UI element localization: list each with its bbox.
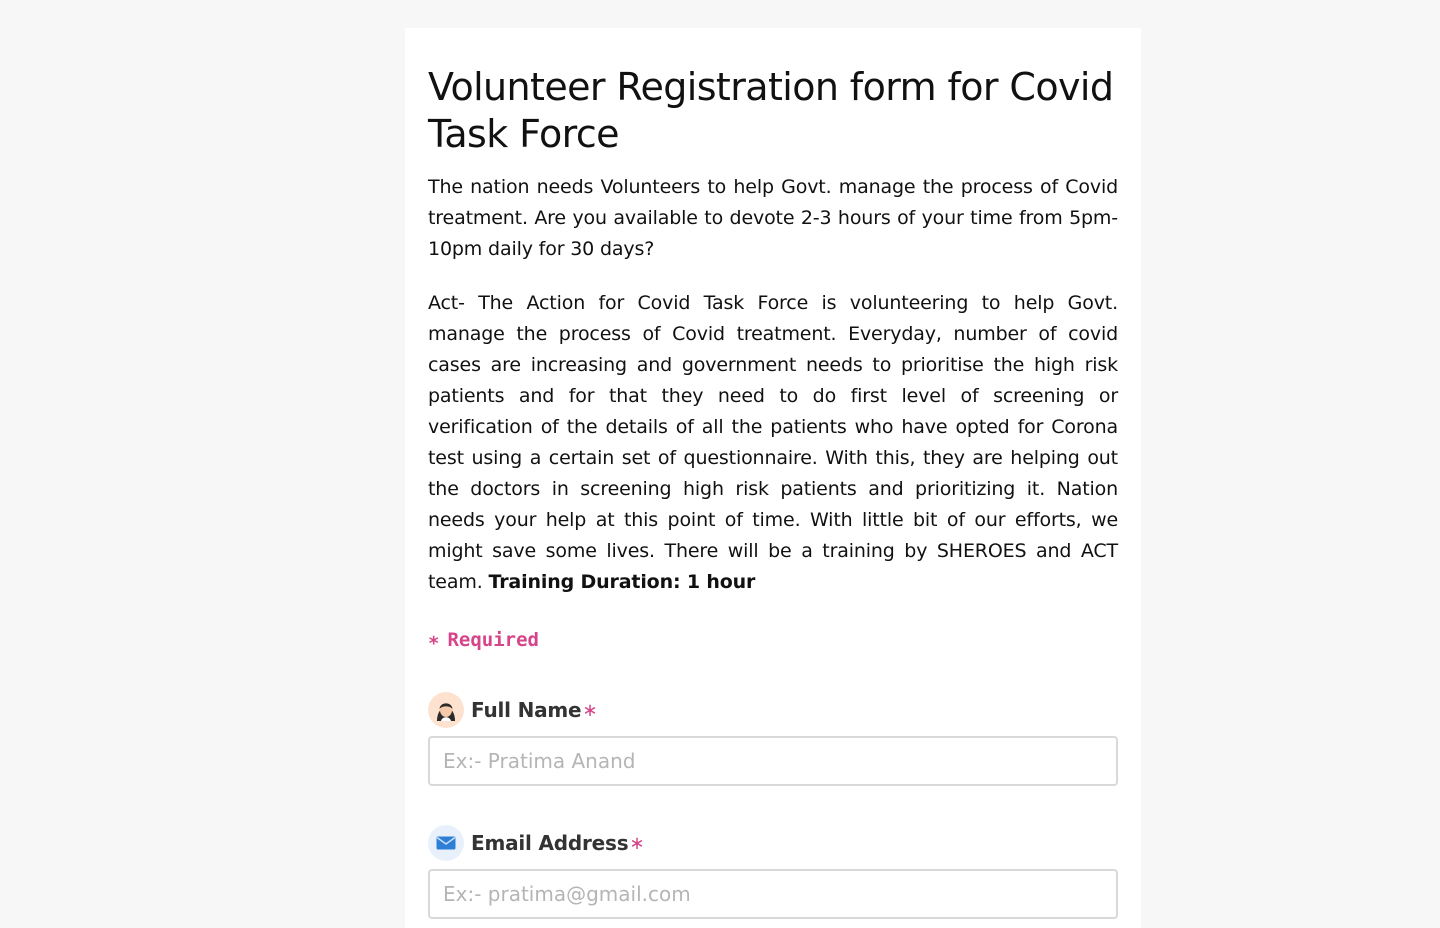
email-label-row xyxy=(428,824,1118,862)
full-name-field xyxy=(428,691,1118,786)
woman-avatar-icon xyxy=(428,692,464,728)
email-field xyxy=(428,824,1118,919)
form-title: Volunteer Registration form for Covid Task Force xyxy=(428,65,1114,156)
email-label: Email Address xyxy=(471,831,629,855)
full-name-input[interactable] xyxy=(428,736,1118,786)
required-note xyxy=(428,629,1118,651)
form-description xyxy=(428,288,1118,598)
form-intro: The nation needs Volunteers to help Govt. manage the process of Covid treatment. Are you available to devote 2-3 hours of your time from 5pm-10pm daily for 30 days? xyxy=(428,176,1118,260)
required-star: ∗ xyxy=(428,629,440,651)
description-text: Act- The Action for Covid Task Force is volunteering to help Govt. manage the process of Covid treatment. Everyday, number of covid cases are increasing and government needs to prioritise the high risk patients and for that they need to do first level of screening or verification of the details of all the patients who have opted for Corona test using a certain set of questionnaire. With this, they are helping out the doctors in screening high risk patients and prioritizing it. Nation needs your help at this point of time. With little bit of our efforts, we might save some lives. There will be a training by SHEROES and ACT team. xyxy=(428,292,1118,593)
email-required-star: ∗ xyxy=(629,832,645,854)
full-name-label: Full Name xyxy=(471,698,582,722)
envelope-icon xyxy=(428,825,464,861)
required-label: Required xyxy=(447,629,539,651)
full-name-required-star: ∗ xyxy=(582,699,598,721)
form-card xyxy=(405,28,1141,928)
full-name-label-row xyxy=(428,691,1118,729)
email-input[interactable] xyxy=(428,869,1118,919)
training-duration: Training Duration: 1 hour xyxy=(488,571,756,593)
